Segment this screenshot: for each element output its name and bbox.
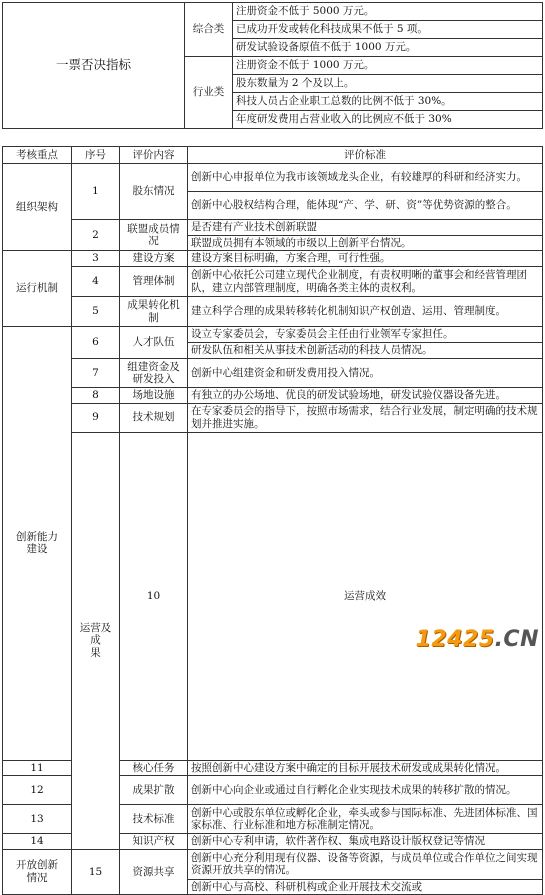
criteria-cell: 创新中心组建资金和研发费用投入情况。 bbox=[188, 359, 543, 388]
criteria-cell: 创新中心与高校、科研机构或企业开展技术交流或 bbox=[188, 879, 543, 895]
veto-item: 科技人员占企业职工总数的比例不低于 30%。 bbox=[233, 93, 543, 111]
table-row bbox=[3, 403, 543, 432]
site-watermark bbox=[416, 627, 539, 652]
row-number: 2 bbox=[72, 220, 120, 251]
row-number: 1 bbox=[72, 164, 120, 220]
row-number: 13 bbox=[3, 805, 72, 834]
table-row bbox=[3, 267, 543, 297]
row-number: 10 bbox=[120, 432, 188, 760]
row-content: 成果扩散 bbox=[120, 776, 188, 805]
section-organization: 组织架构 bbox=[3, 164, 72, 251]
row-content: 运营成效 bbox=[188, 432, 543, 760]
row-content: 成果转化机制 bbox=[120, 297, 188, 327]
criteria-cell: 创新中心专利申请，软件著作权、集成电路设计版权登记等情况 bbox=[188, 834, 543, 850]
row-content: 技术规划 bbox=[120, 403, 188, 432]
watermark-suffix: .CN bbox=[494, 627, 539, 652]
row-content: 管理体制 bbox=[120, 267, 188, 297]
row-content: 核心任务 bbox=[120, 760, 188, 776]
veto-item: 研发试验设备原值不低于 1000 万元。 bbox=[233, 39, 543, 57]
table-header-row bbox=[3, 147, 543, 164]
row-number: 14 bbox=[3, 834, 72, 850]
row-content: 股东情况 bbox=[120, 164, 188, 220]
header-criteria: 评价标准 bbox=[188, 147, 543, 164]
row-content: 知识产权 bbox=[120, 834, 188, 850]
row-content: 建设方案 bbox=[120, 251, 188, 267]
section-results: 运营及成 果 bbox=[72, 432, 120, 849]
veto-title: 一票否决指标 bbox=[3, 3, 185, 129]
section-operation: 运行机制 bbox=[3, 251, 72, 327]
watermark-main: 12425 bbox=[415, 627, 495, 652]
criteria-cell: 联盟成员拥有本领域的市级以上创新平台情况。 bbox=[188, 235, 543, 251]
assessment-table bbox=[2, 146, 543, 895]
header-focus: 考核重点 bbox=[3, 147, 72, 164]
table-row bbox=[3, 297, 543, 327]
criteria-cell: 在专家委员会的指导下，按照市场需求，结合行业发展，制定明确的技术规划并推进实施。 bbox=[188, 403, 543, 432]
criteria-cell: 创新中心或股东单位或孵化企业，牵头或参与国际标准、先进团体标准、国家标准、行业标准和地方标准制定情况。 bbox=[188, 805, 543, 834]
table-row bbox=[3, 388, 543, 404]
veto-item: 注册资金不低于 5000 万元。 bbox=[233, 3, 543, 21]
criteria-cell: 建立科学合理的成果转移转化机制知识产权创造、运用、管理制度。 bbox=[188, 297, 543, 327]
criteria-cell: 按照创新中心建设方案中确定的目标开展技术研发或成果转化情况。 bbox=[188, 760, 543, 776]
veto-item: 注册资金不低于 1000 万元。 bbox=[233, 57, 543, 75]
row-content: 场地设施 bbox=[120, 388, 188, 404]
group-name-comprehensive: 综合类 bbox=[185, 3, 233, 57]
header-content: 评价内容 bbox=[120, 147, 188, 164]
veto-item: 股东数量为 2 个及以上。 bbox=[233, 75, 543, 93]
veto-item: 年度研发费用占营业收入的比例应不低于 30% bbox=[233, 111, 543, 129]
criteria-cell: 建设方案目标明确，方案合理，可行性强。 bbox=[188, 251, 543, 267]
criteria-cell: 创新中心申报单位为我市该领域龙头企业，有较雄厚的科研和经济实力。 bbox=[188, 164, 543, 192]
criteria-cell: 创新中心依托公司建立现代企业制度，有责权明晰的董事会和经营管理团队，建立内部管理制度，明确各类主体的责权利。 bbox=[188, 267, 543, 297]
row-content: 人才队伍 bbox=[120, 327, 188, 359]
row-content: 资源共享 bbox=[120, 849, 188, 895]
veto-indicators-table bbox=[2, 2, 543, 129]
criteria-cell: 创新中心充分利用现有仪器、设备等资源，与成员单位或合作单位之间实现资源开放共享的情况。 bbox=[188, 849, 543, 879]
criteria-cell: 设立专家委员会，专家委员会主任由行业领军专家担任。 bbox=[188, 327, 543, 343]
row-number: 9 bbox=[72, 403, 120, 432]
table-row bbox=[3, 251, 543, 267]
table-row bbox=[3, 359, 543, 388]
criteria-cell: 研发队伍和相关从事技术创新活动的科技人员情况。 bbox=[188, 343, 543, 359]
row-number: 11 bbox=[3, 760, 72, 776]
row-content: 联盟成员情况 bbox=[120, 220, 188, 251]
criteria-cell: 创新中心股权结构合理，能体现“产、学、研、资”等优势资源的整合。 bbox=[188, 192, 543, 220]
row-number: 8 bbox=[72, 388, 120, 404]
criteria-cell: 创新中心向企业或通过自行孵化企业实现技术成果的转移扩散的情况。 bbox=[188, 776, 543, 805]
table-row bbox=[3, 164, 543, 192]
row-number: 7 bbox=[72, 359, 120, 388]
table-row bbox=[3, 327, 543, 343]
criteria-cell: 有独立的办公场地、优良的研发试验场地，研发试验仪器设备先进。 bbox=[188, 388, 543, 404]
row-number: 12 bbox=[3, 776, 72, 805]
veto-item: 已成功开发或转化科技成果不低于 5 项。 bbox=[233, 21, 543, 39]
row-number: 15 bbox=[72, 849, 120, 895]
row-content: 组建资金及研发投入 bbox=[120, 359, 188, 388]
row-number: 6 bbox=[72, 327, 120, 359]
row-number: 4 bbox=[72, 267, 120, 297]
row-number: 5 bbox=[72, 297, 120, 327]
table-row bbox=[3, 220, 543, 236]
section-innovation: 创新能力 建设 bbox=[3, 327, 72, 761]
row-content: 技术标准 bbox=[120, 805, 188, 834]
section-open-innovation: 开放创新 情况 bbox=[3, 849, 72, 895]
group-name-industry: 行业类 bbox=[185, 57, 233, 129]
table-row bbox=[3, 849, 543, 879]
criteria-cell: 是否建有产业技术创新联盟 bbox=[188, 220, 543, 236]
row-number: 3 bbox=[72, 251, 120, 267]
header-number: 序号 bbox=[72, 147, 120, 164]
table-row bbox=[3, 432, 543, 760]
